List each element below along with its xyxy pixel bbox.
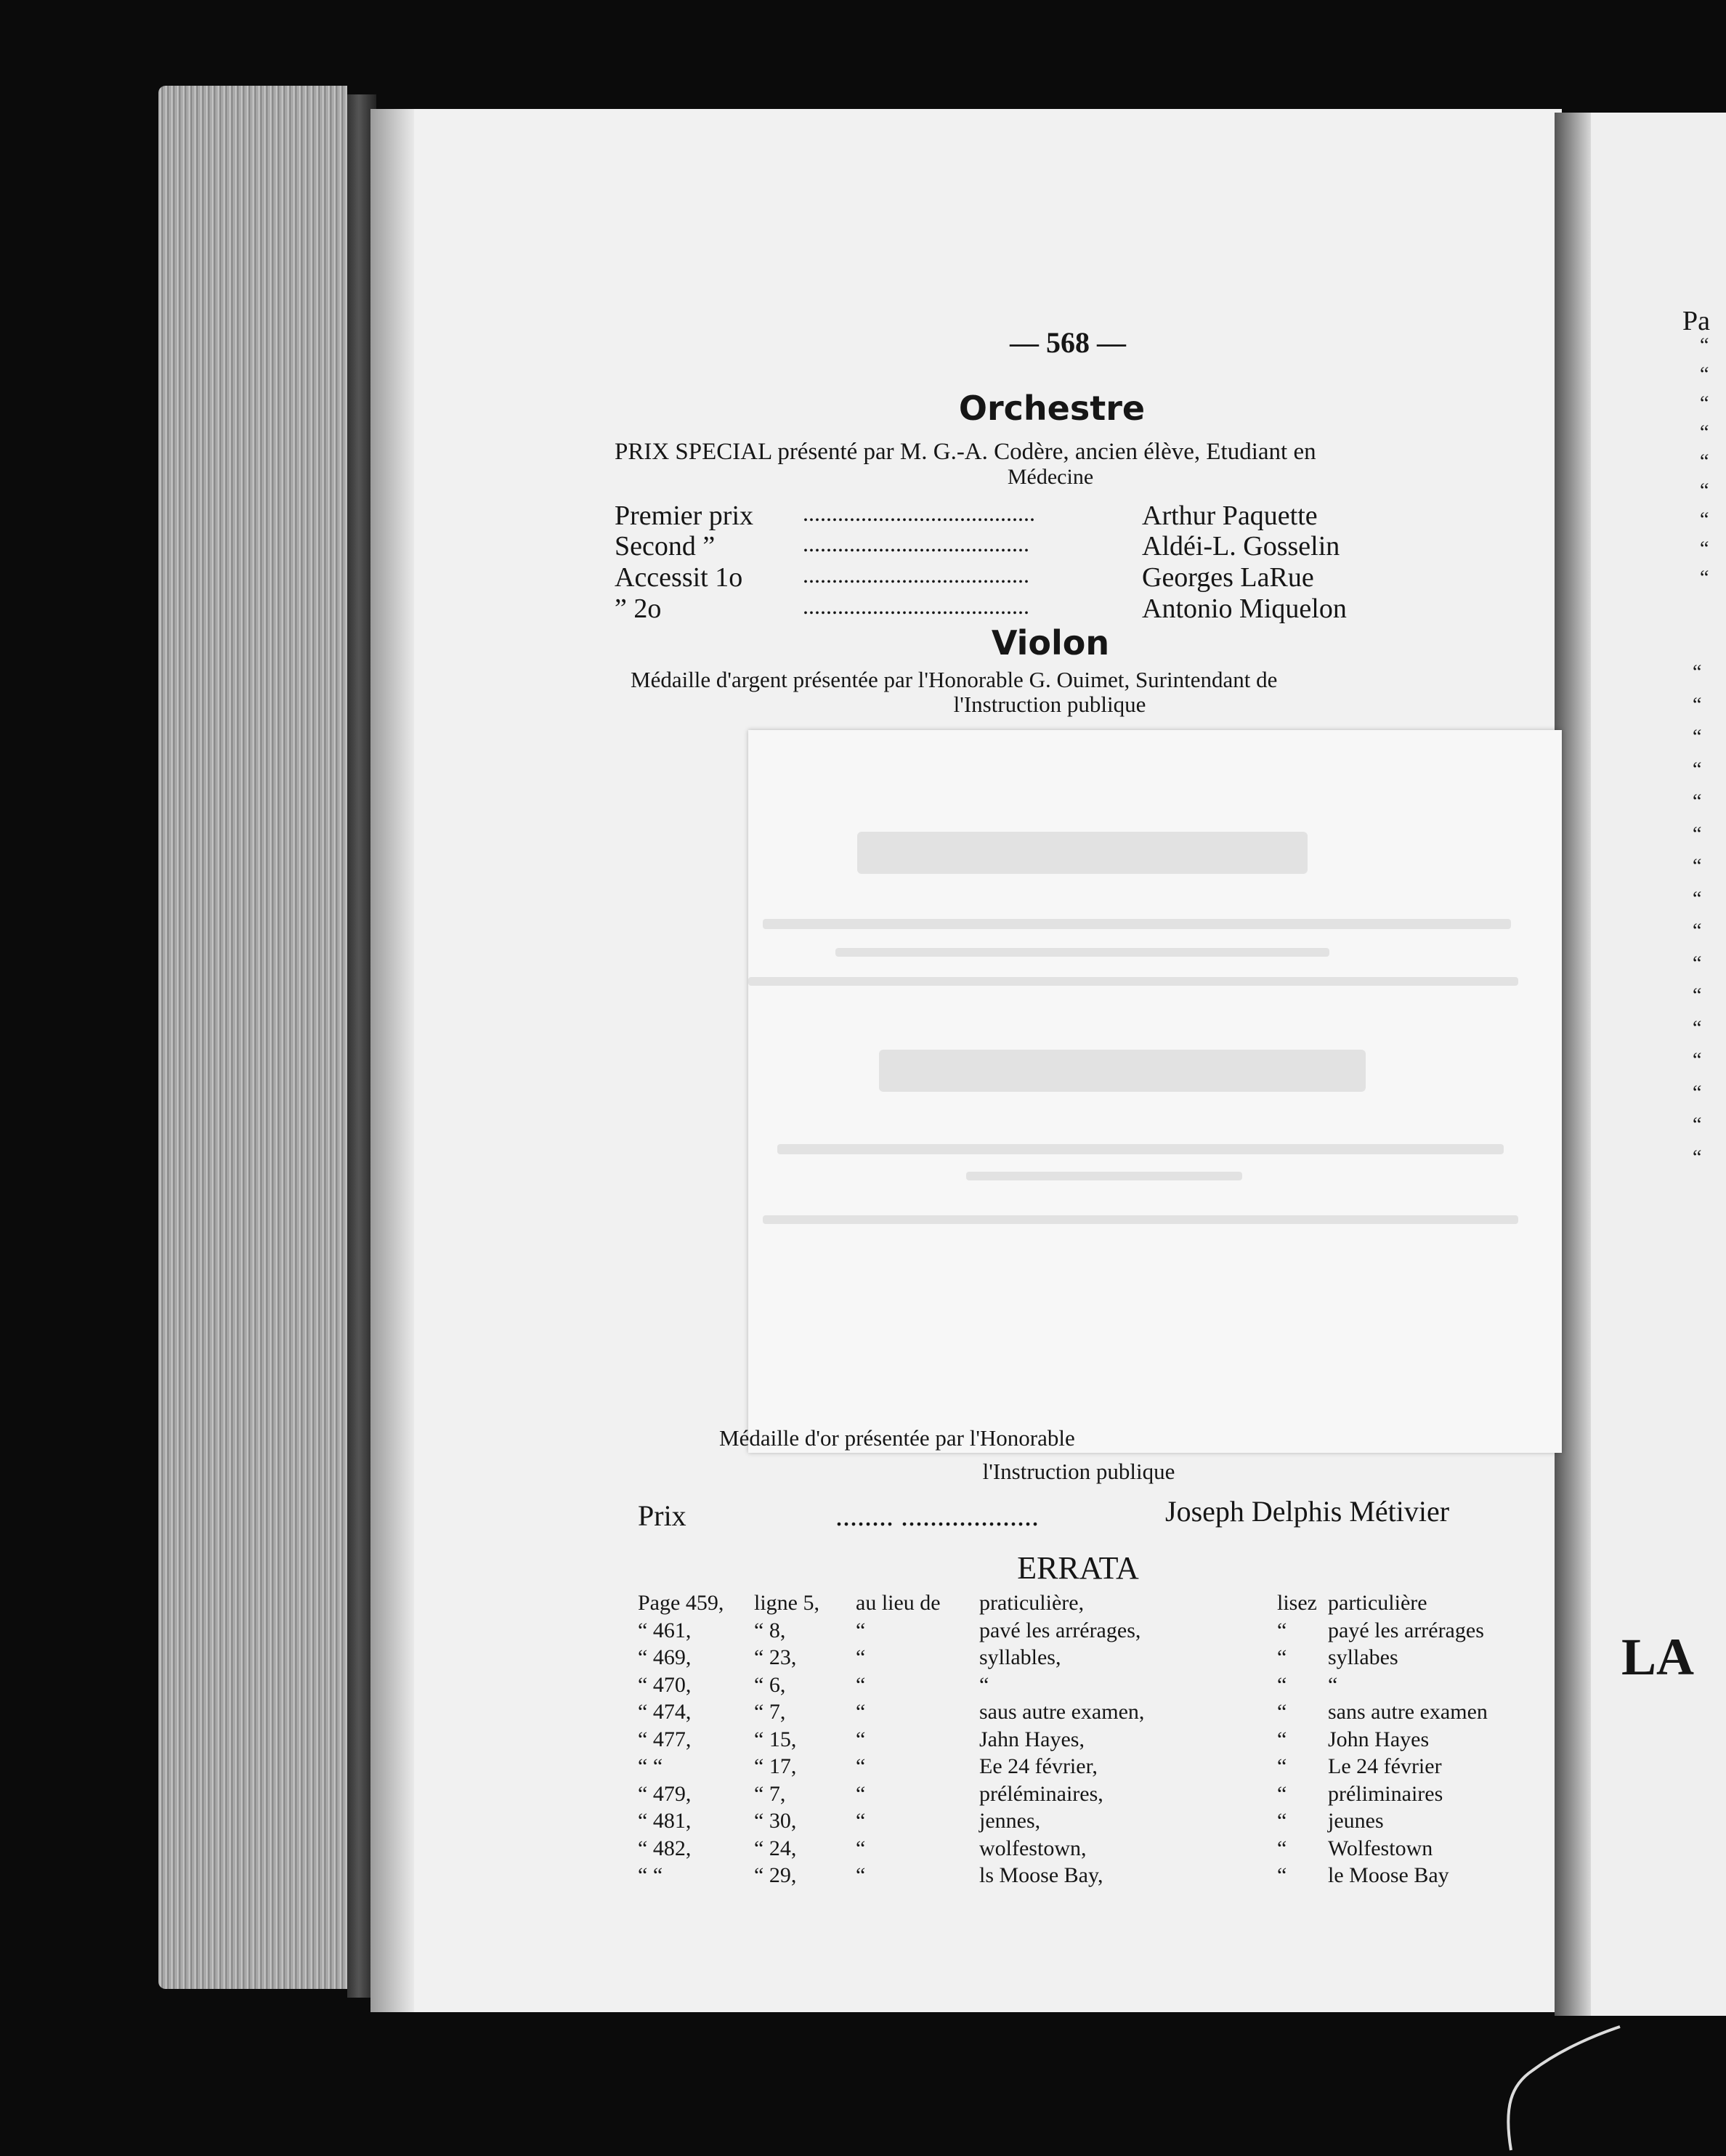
errata-row (638, 1863, 1539, 1891)
orchestre-row-winner: Aldéi-L. Gosselin (1142, 531, 1340, 562)
ditto-mark: “ (1693, 822, 1702, 846)
book-page-edges (158, 86, 347, 1989)
errata-line: “ 23, (754, 1645, 797, 1669)
ditto-mark: “ (1693, 1146, 1702, 1169)
errata-page: “ 479, (638, 1781, 692, 1806)
orchestre-row-leader-dots: ....................................... (803, 530, 1029, 556)
errata-line: “ 6, (754, 1672, 786, 1697)
errata-wrong-text: Ee 24 février, (979, 1754, 1098, 1778)
ditto-mark: “ (1693, 984, 1702, 1007)
ditto-mark: “ (1693, 661, 1702, 684)
orchestre-row-leader-dots: ....................................... (803, 593, 1029, 619)
ditto-mark: “ (1700, 538, 1709, 560)
ditto-mark: “ (1693, 1049, 1702, 1071)
errata-row (638, 1645, 1539, 1673)
errata-au-lieu-de: “ (856, 1809, 866, 1833)
bleed-through-text (748, 730, 1562, 1453)
ditto-mark: “ (1693, 790, 1702, 813)
errata-lisez: “ (1277, 1754, 1287, 1778)
prix-label: Prix (638, 1499, 686, 1532)
ditto-mark: “ (1700, 450, 1709, 473)
ditto-mark: “ (1693, 726, 1702, 748)
errata-line: “ 30, (754, 1809, 797, 1833)
errata-correct-text: jeunes (1328, 1809, 1384, 1833)
errata-lisez: “ (1277, 1645, 1287, 1669)
orchestre-row-winner: Georges LaRue (1142, 562, 1314, 593)
ditto-mark: “ (1700, 363, 1709, 386)
errata-row (638, 1591, 1539, 1618)
errata-correct-text: Le 24 février (1328, 1754, 1442, 1778)
orchestre-row-leader-dots: ........................................ (803, 500, 1035, 526)
ditto-mark: “ (1700, 508, 1709, 531)
errata-line: “ 29, (754, 1863, 797, 1887)
ditto-mark: “ (1693, 693, 1702, 716)
ditto-mark: “ (1693, 920, 1702, 942)
errata-lisez: “ (1277, 1836, 1287, 1860)
errata-row (638, 1727, 1539, 1755)
errata-line: “ 24, (754, 1836, 797, 1860)
errata-page: “ “ (638, 1863, 663, 1887)
prix-special-line: PRIX SPECIAL présenté par M. G.-A. Codère, ancien élève, Etudiant en (615, 439, 1316, 465)
ditto-mark: “ (1693, 758, 1702, 781)
errata-au-lieu-de: “ (856, 1863, 866, 1887)
errata-wrong-text: wolfestown, (979, 1836, 1087, 1860)
errata-correct-text: sans autre examen (1328, 1700, 1488, 1724)
orchestre-row-label: Accessit 1o (615, 562, 743, 593)
section-heading-violon: Violon (991, 623, 1110, 662)
errata-lisez: lisez (1277, 1591, 1317, 1615)
left-page-gutter-shadow (370, 109, 414, 2012)
errata-lisez: “ (1277, 1618, 1287, 1642)
ditto-mark: “ (1700, 334, 1709, 357)
ditto-mark: “ (1693, 952, 1702, 975)
ditto-mark: “ (1693, 887, 1702, 910)
errata-wrong-text: praticulière, (979, 1591, 1085, 1615)
errata-row (638, 1809, 1539, 1836)
right-page-header-fragment: Pa (1682, 306, 1710, 336)
errata-wrong-text: jennes, (979, 1809, 1041, 1833)
violon-medal-line-continuation: l'Instruction publique (953, 692, 1146, 717)
errata-wrong-text: “ (979, 1672, 989, 1697)
errata-correct-text: le Moose Bay (1328, 1863, 1449, 1887)
errata-wrong-text: syllables, (979, 1645, 1061, 1669)
errata-row (638, 1700, 1539, 1727)
prix-special-line-continuation: Médecine (1007, 465, 1094, 489)
errata-row (638, 1754, 1539, 1782)
ditto-mark: “ (1700, 567, 1709, 589)
ditto-mark: “ (1700, 479, 1709, 502)
errata-lisez: “ (1277, 1727, 1287, 1751)
errata-au-lieu-de: au lieu de (856, 1591, 941, 1615)
errata-au-lieu-de: “ (856, 1754, 866, 1778)
errata-line: “ 8, (754, 1618, 786, 1642)
ditto-mark: “ (1700, 392, 1709, 415)
ditto-mark: “ (1693, 1016, 1702, 1040)
pasted-paper-slip (748, 730, 1562, 1453)
errata-row (638, 1673, 1539, 1701)
errata-lisez: “ (1277, 1700, 1287, 1724)
errata-row (638, 1836, 1539, 1864)
errata-wrong-text: préléminaires, (979, 1781, 1103, 1806)
errata-page: “ 477, (638, 1727, 692, 1751)
errata-line: “ 17, (754, 1754, 797, 1778)
orchestre-row-label: Second ” (615, 531, 716, 562)
errata-row (638, 1618, 1539, 1646)
errata-page: “ 482, (638, 1836, 692, 1860)
errata-au-lieu-de: “ (856, 1645, 866, 1669)
errata-correct-text: Wolfestown (1328, 1836, 1433, 1860)
errata-wrong-text: Jahn Hayes, (979, 1727, 1085, 1751)
errata-lisez: “ (1277, 1809, 1287, 1833)
errata-line: “ 15, (754, 1727, 797, 1751)
errata-line: “ 7, (754, 1700, 786, 1724)
errata-line: ligne 5, (754, 1591, 819, 1615)
covered-instruction-line: l'Instruction publique (982, 1459, 1175, 1484)
section-heading-orchestre: Orchestre (958, 389, 1146, 428)
errata-page: “ 474, (638, 1700, 692, 1724)
errata-page: “ 461, (638, 1618, 692, 1642)
errata-line: “ 7, (754, 1781, 786, 1806)
errata-page: “ 481, (638, 1809, 692, 1833)
orchestre-row-winner: Antonio Miquelon (1142, 593, 1347, 624)
errata-wrong-text: saus autre examen, (979, 1700, 1145, 1724)
errata-table (638, 1591, 1539, 1891)
errata-page: Page 459, (638, 1591, 724, 1615)
paper-curl-line (1482, 2012, 1642, 2156)
prix-winner-name: Joseph Delphis Métivier (1165, 1495, 1450, 1528)
errata-lisez: “ (1277, 1863, 1287, 1887)
errata-page: “ 470, (638, 1672, 692, 1697)
errata-au-lieu-de: “ (856, 1672, 866, 1697)
errata-au-lieu-de: “ (856, 1781, 866, 1806)
covered-medal-line: Médaille d'or présentée par l'Honorable (719, 1425, 1075, 1451)
errata-correct-text: préliminaires (1328, 1781, 1443, 1806)
errata-au-lieu-de: “ (856, 1700, 866, 1724)
ditto-mark: “ (1700, 421, 1709, 444)
errata-lisez: “ (1277, 1672, 1287, 1697)
ditto-mark: “ (1693, 1114, 1702, 1136)
errata-correct-text: payé les arrérages (1328, 1618, 1484, 1642)
errata-lisez: “ (1277, 1781, 1287, 1806)
errata-correct-text: John Hayes (1328, 1727, 1430, 1751)
errata-correct-text: syllabes (1328, 1645, 1398, 1669)
errata-correct-text: “ (1328, 1672, 1338, 1697)
errata-wrong-text: ls Moose Bay, (979, 1863, 1103, 1887)
errata-au-lieu-de: “ (856, 1727, 866, 1751)
violon-medal-line: Médaille d'argent présentée par l'Honorable G. Ouimet, Surintendant de (631, 667, 1278, 692)
errata-au-lieu-de: “ (856, 1618, 866, 1642)
page-number: — 568 — (1010, 326, 1126, 359)
errata-au-lieu-de: “ (856, 1836, 866, 1860)
ditto-mark: “ (1693, 855, 1702, 878)
errata-heading: ERRATA (1017, 1550, 1139, 1586)
prix-leader-dots: ........ ................... (835, 1499, 1039, 1532)
covered-medal-line-fragment (719, 1425, 1075, 1454)
errata-page: “ 469, (638, 1645, 692, 1669)
ditto-mark: “ (1693, 1081, 1702, 1104)
errata-wrong-text: pavé les arrérages, (979, 1618, 1141, 1642)
errata-correct-text: particulière (1328, 1591, 1427, 1615)
errata-page: “ “ (638, 1754, 663, 1778)
errata-row (638, 1782, 1539, 1809)
orchestre-row-leader-dots: ....................................... (803, 562, 1029, 588)
orchestre-row-label: ” 2o (615, 593, 662, 624)
right-page-decorative-heading: LA (1621, 1628, 1695, 1686)
orchestre-row-label: Premier prix (615, 500, 754, 531)
orchestre-row-winner: Arthur Paquette (1142, 500, 1318, 531)
